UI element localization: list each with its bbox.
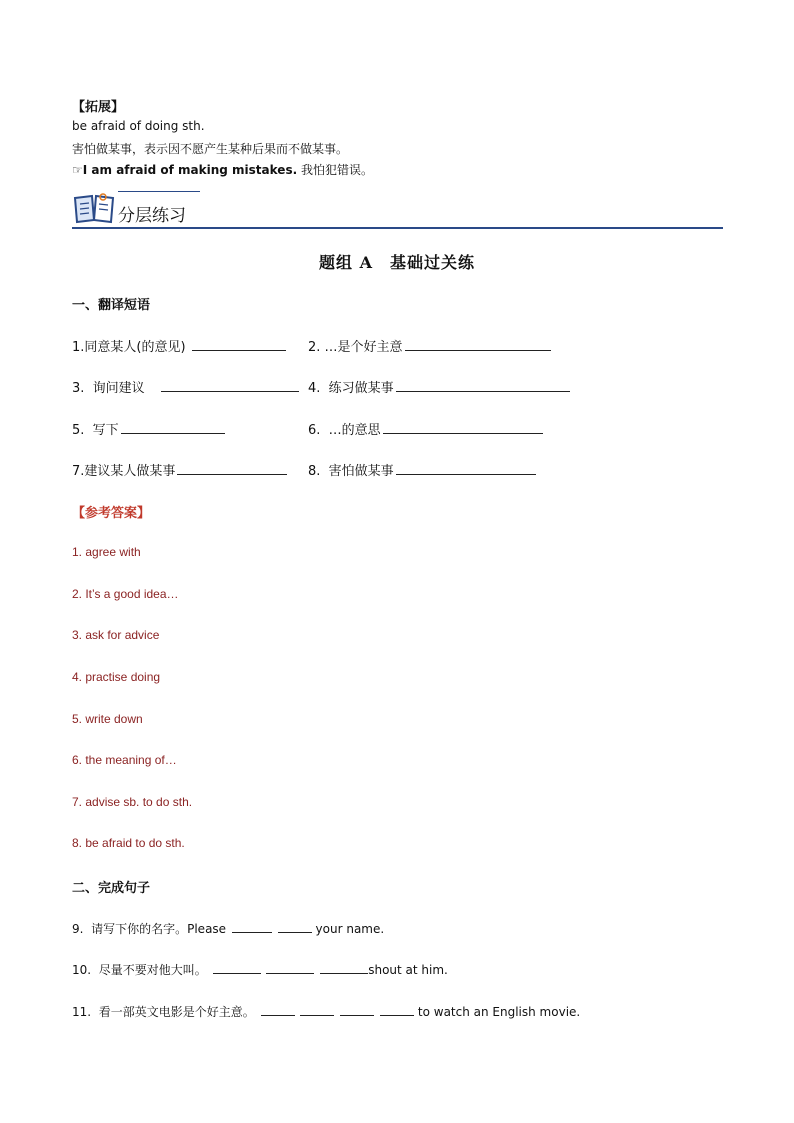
answer-blank[interactable] (177, 461, 287, 475)
answer-blank[interactable] (266, 960, 314, 974)
answer-blank[interactable] (396, 461, 536, 475)
sentence-item: 11. 看一部英文电影是个好主意。 to watch an English movie. (72, 1002, 580, 1020)
answer-blank[interactable] (405, 337, 551, 351)
answer-blank[interactable] (232, 919, 272, 933)
answers-title: 【参考答案】 (72, 506, 151, 521)
banner-title: 分层练习 (118, 206, 186, 226)
answer-blank[interactable] (278, 919, 312, 933)
open-book-icon (72, 190, 116, 226)
sentence-item: 9. 请写下你的名字。Please your name. (72, 919, 384, 937)
answer-item: 1. agree with (72, 545, 141, 559)
phrase-item: 4. 练习做某事 (308, 377, 570, 396)
extension-header: 【拓展】 (72, 100, 125, 115)
answer-item: 8. be afraid to do sth. (72, 836, 185, 850)
group-title: 题组 A 基础过关练 (319, 253, 475, 272)
answer-blank[interactable] (213, 960, 261, 974)
extension-meaning: 害怕做某事，表示因不愿产生某种后果而不做某事。 (72, 142, 349, 156)
answer-blank[interactable] (121, 420, 225, 434)
example-chinese: 我怕犯错误。 (300, 163, 373, 177)
answer-blank[interactable] (161, 378, 299, 392)
answer-item: 3. ask for advice (72, 628, 160, 642)
phrase-item: 2. …是个好主意 (308, 336, 551, 355)
extension-phrase: be afraid of doing sth. (72, 119, 205, 133)
answer-blank[interactable] (261, 1002, 295, 1016)
phrase-item: 8. 害怕做某事 (308, 460, 536, 479)
answer-item: 4. practise doing (72, 670, 161, 684)
answer-blank[interactable] (300, 1002, 334, 1016)
answer-item: 6. the meaning of… (72, 753, 177, 767)
answer-item: 5. write down (72, 712, 143, 726)
extension-example (72, 161, 373, 178)
answer-item: 2. It’s a good idea… (72, 587, 179, 601)
answer-blank[interactable] (340, 1002, 374, 1016)
section1-title: 一、翻译短语 (72, 298, 151, 313)
phrase-item: 7.建议某人做某事 (72, 460, 287, 479)
section2-title: 二、完成句子 (72, 881, 151, 896)
hand-pointer-icon: ☞ (72, 163, 83, 177)
answer-blank[interactable] (320, 960, 368, 974)
sentence-item: 10. 尽量不要对他大叫。 shout at him. (72, 960, 448, 978)
answer-item: 7. advise sb. to do sth. (72, 795, 193, 809)
phrase-item: 1.同意某人(的意见) (72, 336, 286, 355)
phrase-item: 3. 询问建议 (72, 377, 299, 396)
answer-blank[interactable] (380, 1002, 414, 1016)
phrase-item: 5. 写下 (72, 419, 225, 438)
answer-blank[interactable] (396, 378, 570, 392)
banner-rule (72, 227, 723, 229)
phrase-item: 6. …的意思 (308, 419, 543, 438)
answer-blank[interactable] (383, 420, 543, 434)
banner-overline (118, 191, 200, 192)
answer-blank[interactable] (192, 337, 286, 351)
example-english: I am afraid of making mistakes. (82, 163, 298, 177)
